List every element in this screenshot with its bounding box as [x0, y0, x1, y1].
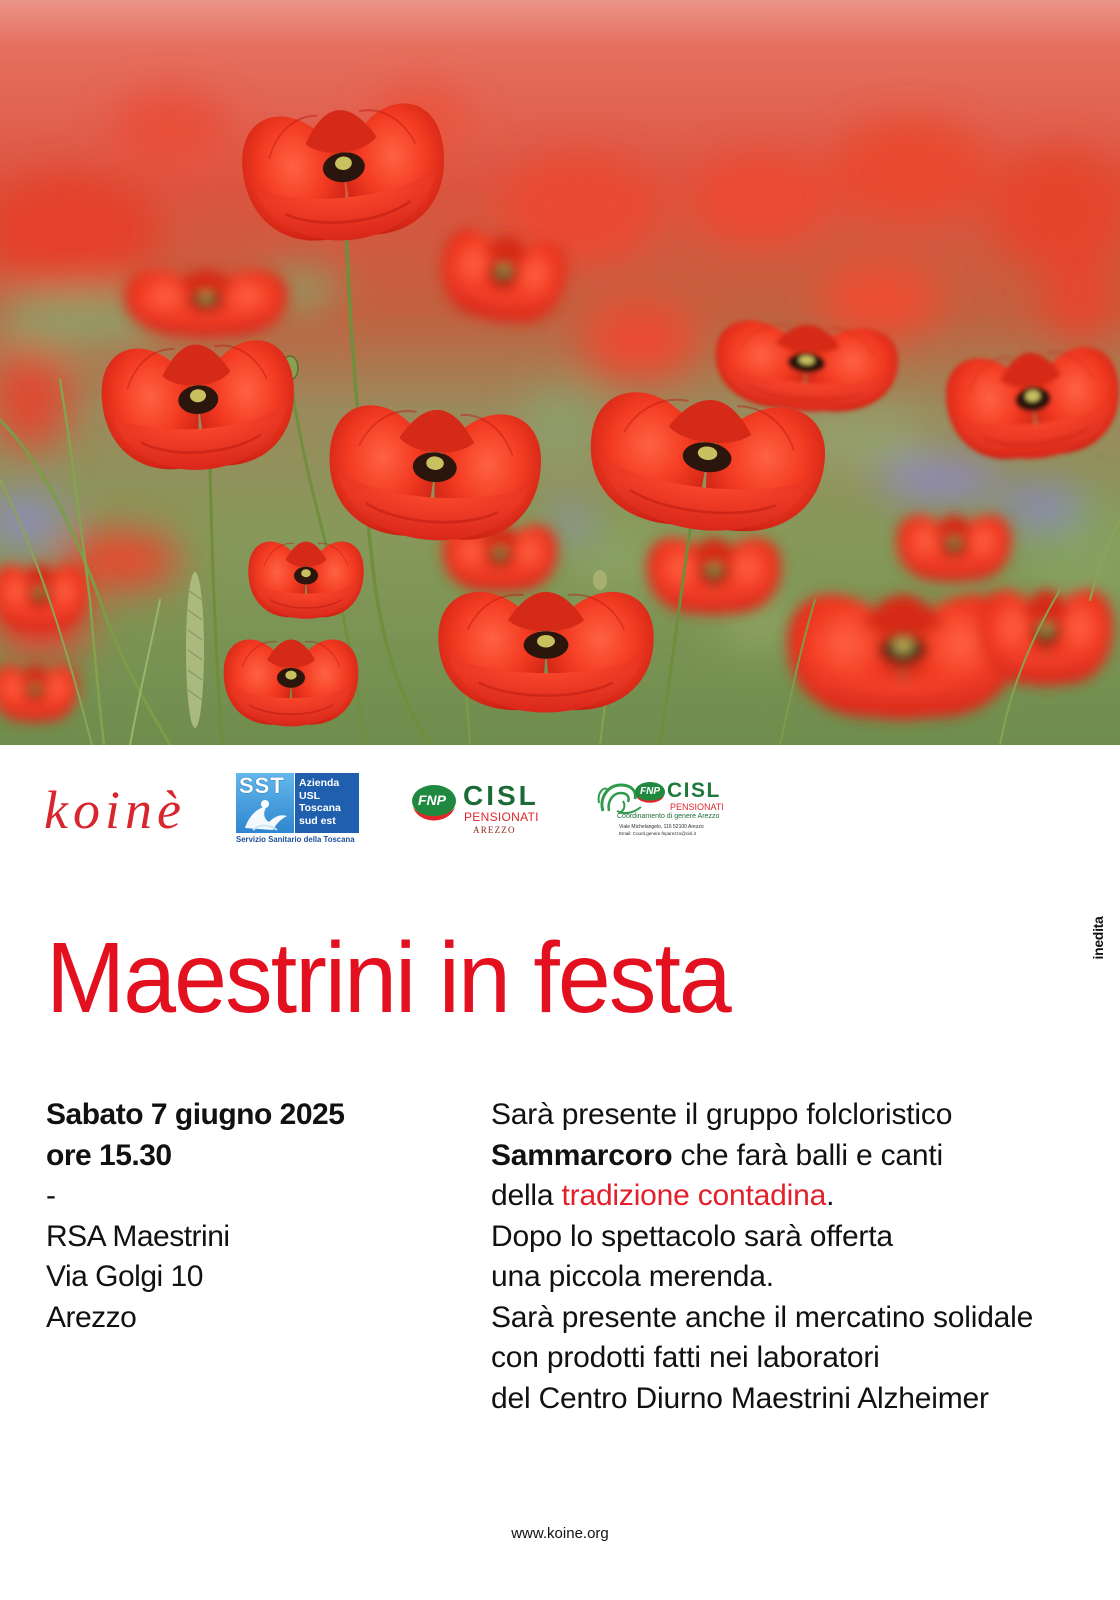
usl-name-line: Toscana — [299, 802, 341, 814]
fnp-cisl-coordinamento-logo — [597, 779, 727, 841]
event-city: Arezzo — [46, 1300, 137, 1334]
usl-toscana-sud-est-logo — [236, 773, 362, 845]
usl-name-panel — [295, 773, 359, 833]
description-line: Dopo lo spettacolo sarà offerta — [491, 1219, 893, 1253]
description-line: con prodotti fatti nei laboratori — [491, 1341, 880, 1374]
event-street: Via Golgi 10 — [46, 1260, 203, 1293]
event-details — [46, 1095, 344, 1338]
description-text: della — [491, 1179, 562, 1212]
event-date: Sabato 7 giugno 2025 — [46, 1098, 345, 1131]
fnp-cisl-arezzo-logo — [411, 779, 543, 839]
description-text: che farà balli e canti — [672, 1138, 943, 1172]
sst-emblem-icon — [239, 798, 291, 832]
cisl-label: CISL — [463, 780, 539, 811]
fnp-label: FNP — [418, 792, 446, 808]
sst-badge-label: SST — [239, 773, 285, 798]
description-line: del Centro Diurno Maestrini Alzheimer — [491, 1381, 989, 1415]
description-line: Sarà presente il gruppo folcloristico — [491, 1098, 953, 1131]
poppy-field-photo — [0, 0, 1120, 745]
description-line: una piccola merenda. — [491, 1260, 774, 1293]
page-title: Maestrini in festa — [46, 922, 730, 1034]
pensionati-label: PENSIONATI — [464, 810, 539, 824]
highlight-text: tradizione contadina — [561, 1179, 827, 1212]
event-separator: - — [46, 1179, 56, 1212]
description-text: . — [826, 1179, 835, 1212]
usl-name-line: Azienda — [299, 777, 340, 789]
usl-name-line: sud est — [299, 814, 336, 827]
description-line — [491, 1136, 1033, 1177]
inedita-side-mark: inedita — [1090, 916, 1106, 960]
footer-website: www.koine.org — [511, 1525, 609, 1542]
pensionati-label: PENSIONATI — [670, 802, 724, 812]
koine-logo: koinè — [44, 780, 186, 840]
description-line — [491, 1176, 1033, 1217]
sst-badge — [236, 773, 294, 833]
event-time: ore 15.30 — [46, 1138, 172, 1172]
description-line: Sarà presente anche il mercatino solidale — [491, 1300, 1034, 1334]
group-name: Sammarcoro — [491, 1138, 673, 1172]
fnp-label: FNP — [640, 786, 660, 797]
event-venue: RSA Maestrini — [46, 1219, 230, 1253]
cisl-label: CISL — [667, 779, 721, 802]
sst-caption: Servizio Sanitario della Toscana — [236, 835, 355, 844]
arezzo-label: AREZZO — [473, 825, 516, 835]
email-label: Email: Coord.genere.fnparezzo@cisl.it — [619, 831, 696, 836]
event-description — [491, 1095, 1033, 1419]
poppy-field-illustration — [0, 0, 1120, 745]
usl-name-line: USL — [299, 789, 320, 802]
coordinamento-label: Coordinamento di genere Arezzo — [617, 813, 720, 820]
address-label: Viale Michelangelo, 116 52100 Arezzo — [619, 824, 704, 830]
